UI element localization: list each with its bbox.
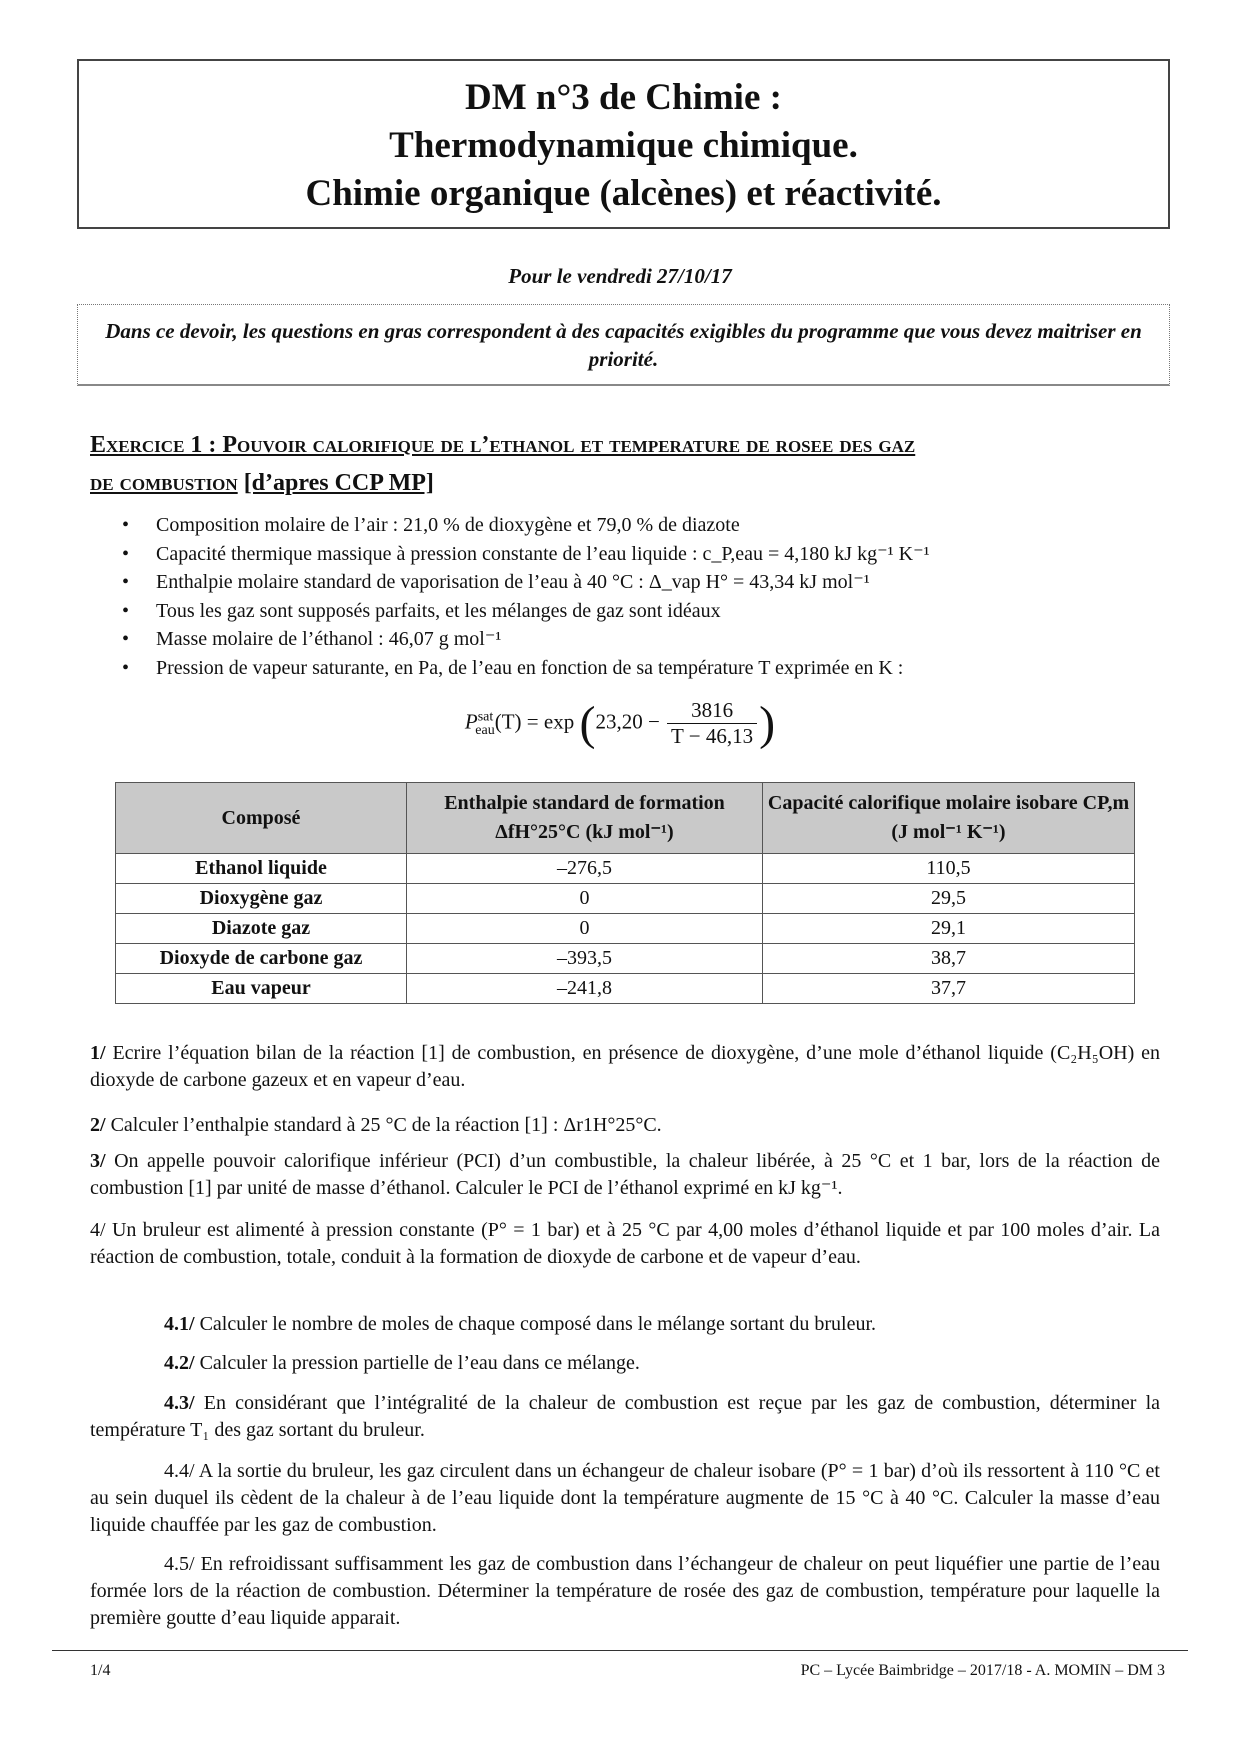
question-text: En refroidissant suffisamment les gaz de combustion dans l’échangeur de chaleur on peut liquéfier une partie de l’eau formée lors de la réaction de combustion. Déterminer la température de rosée des gaz de combustion, température pour laquelle la première goutte d’eau liquide apparait. xyxy=(90,1553,1160,1629)
question-text: En considérant que l’intégralité de la chaleur de combustion est reçue par les gaz de combustion, déterminer la température T₁ des gaz sortant du bruleur. xyxy=(90,1392,1160,1441)
list-item: • Tous les gaz sont supposés parfaits, et les mélanges de gaz sont idéaux xyxy=(156,597,1196,626)
question-4-1 xyxy=(90,1311,1160,1338)
question-text: Calculer l’enthalpie standard à 25 °C de la réaction [1] : Δr1H°25°C. xyxy=(105,1114,662,1136)
title-box xyxy=(77,59,1170,229)
col-header: Enthalpie standard de formation ΔfH°25°C (kJ mol⁻¹) xyxy=(407,783,763,854)
question-label: 4.1/ xyxy=(164,1313,195,1335)
list-item: • Masse molaire de l’éthanol : 46,07 g mol⁻¹ xyxy=(156,625,1196,654)
formula-denominator: T − 46,13 xyxy=(671,724,754,748)
question-label: 4/ xyxy=(90,1219,106,1241)
cell: 29,1 xyxy=(763,914,1135,944)
title-line-2: Thermodynamique chimique. xyxy=(389,125,858,166)
formula-sup: sat xyxy=(477,709,494,725)
question-label: 4.3/ xyxy=(164,1392,195,1414)
footer-divider xyxy=(52,1650,1188,1651)
cell: 110,5 xyxy=(763,854,1135,884)
col-header: Capacité calorifique molaire isobare CP,m (J mol⁻¹ K⁻¹) xyxy=(763,783,1135,854)
data-list xyxy=(120,511,1196,682)
question-label: 4.5/ xyxy=(164,1553,195,1575)
question-text: Un bruleur est alimenté à pression constante (P° = 1 bar) et à 25 °C par 4,00 moles d’éthanol liquide et par 100 moles d’air. La réaction de combustion, totale, conduit à la formation de dioxyde de carbone et de vapeur d’eau. xyxy=(90,1219,1160,1268)
list-item: • Capacité thermique massique à pression constante de l’eau liquide : c_P,eau = 4,180 kJ kg⁻¹ K⁻¹ xyxy=(156,540,1196,569)
list-item: • Composition molaire de l’air : 21,0 % de dioxygène et 79,0 % de diazote xyxy=(156,511,1196,540)
thermo-data-table xyxy=(115,782,1135,1004)
cell: 37,7 xyxy=(763,974,1135,1004)
question-4-5 xyxy=(90,1551,1160,1632)
title-line-3: Chimie organique (alcènes) et réactivité. xyxy=(305,173,942,214)
formula-symbol: P xyxy=(464,709,478,734)
question-text: Calculer la pression partielle de l’eau dans ce mélange. xyxy=(194,1352,640,1374)
cell: –393,5 xyxy=(407,944,763,974)
question-1 xyxy=(90,1040,1160,1094)
question-text: Calculer le nombre de moles de chaque composé dans le mélange sortant du bruleur. xyxy=(194,1313,877,1335)
list-item: • Pression de vapeur saturante, en Pa, de l’eau en fonction de sa température T exprimée en K : xyxy=(156,654,1196,683)
formula-sub: eau xyxy=(475,722,495,738)
col-header: Composé xyxy=(116,783,407,854)
question-text: Ecrire l’équation bilan de la réaction [1] de combustion, en présence de dioxygène, d’une mole d’éthanol liquide (C₂H₅OH) en dioxyde de carbone gazeux et en vapeur d’eau. xyxy=(90,1042,1160,1091)
question-label: 2/ xyxy=(90,1114,106,1136)
cell: Eau vapeur xyxy=(116,974,407,1004)
question-text: On appelle pouvoir calorifique inférieur (PCI) d’un combustible, la chaleur libérée, à 25 °C et 1 bar, lors de la réaction de combustion [1] par unité de masse d’éthanol. Calculer le PCI de l’éthanol exprimé en kJ kg⁻¹. xyxy=(90,1150,1160,1199)
question-4-4 xyxy=(90,1458,1160,1539)
table-row xyxy=(116,974,1135,1004)
question-label: 1/ xyxy=(90,1042,106,1064)
instructions-note: Dans ce devoir, les questions en gras correspondent à des capacités exigibles du programme que vous devez maitriser en priorité. xyxy=(77,304,1170,386)
cell: –241,8 xyxy=(407,974,763,1004)
formula-constant: 23,20 − xyxy=(595,709,660,734)
list-item: • Enthalpie molaire standard de vaporisation de l’eau à 40 °C : Δ_vap H° = 43,34 kJ mol⁻¹ xyxy=(156,568,1196,597)
cell: Dioxyde de carbone gaz xyxy=(116,944,407,974)
due-date: Pour le vendredi 27/10/17 xyxy=(508,264,732,288)
formula-numerator: 3816 xyxy=(667,698,757,724)
question-4-3 xyxy=(90,1390,1160,1444)
formula-arg: (T) = exp xyxy=(494,709,575,734)
exercise-title-cont: de combustion xyxy=(90,470,238,496)
cell: Ethanol liquide xyxy=(116,854,407,884)
cell: 0 xyxy=(407,914,763,944)
exercise-heading xyxy=(90,426,1160,502)
question-text: A la sortie du bruleur, les gaz circulent dans un échangeur de chaleur isobare (P° = 1 bar) d’où ils ressortent à 110 °C et au sein duquel ils cèdent de la chaleur à de l’eau liquide dont la température augmente de 15 °C à 40 °C. Calculer la masse d’eau liquide chauffée par les gaz de combustion. xyxy=(90,1460,1160,1536)
question-label: 4.2/ xyxy=(164,1352,195,1374)
exercise-title: Exercice 1 : Pouvoir calorifique de l’ethanol et temperature de rosee des gaz xyxy=(90,432,916,458)
question-3 xyxy=(90,1148,1160,1202)
question-4-2 xyxy=(90,1350,1160,1377)
title-line-1: DM n°3 de Chimie : xyxy=(465,77,782,118)
table-row xyxy=(116,914,1135,944)
cell: Dioxygène gaz xyxy=(116,884,407,914)
exercise-source: [d’apres CCP MP] xyxy=(243,470,434,496)
cell: 0 xyxy=(407,884,763,914)
cell: 29,5 xyxy=(763,884,1135,914)
cell: Diazote gaz xyxy=(116,914,407,944)
vapor-pressure-formula: $P^{sat}_{eau}(T) = \exp (23,20$ − $\frac{3816}{T - 46,13}$ ) xyxy=(464,697,776,750)
table-row xyxy=(116,944,1135,974)
question-4 xyxy=(90,1217,1160,1271)
question-2 xyxy=(90,1112,1160,1139)
table-row xyxy=(116,884,1135,914)
table-row xyxy=(116,854,1135,884)
footer-info: PC – Lycée Baimbridge – 2017/18 - A. MOMIN – DM 3 xyxy=(800,1662,1165,1679)
cell: 38,7 xyxy=(763,944,1135,974)
question-label: 3/ xyxy=(90,1150,106,1172)
page-number: 1/4 xyxy=(90,1662,111,1679)
question-label: 4.4/ xyxy=(164,1460,195,1482)
cell: –276,5 xyxy=(407,854,763,884)
table-header-row xyxy=(116,783,1135,854)
